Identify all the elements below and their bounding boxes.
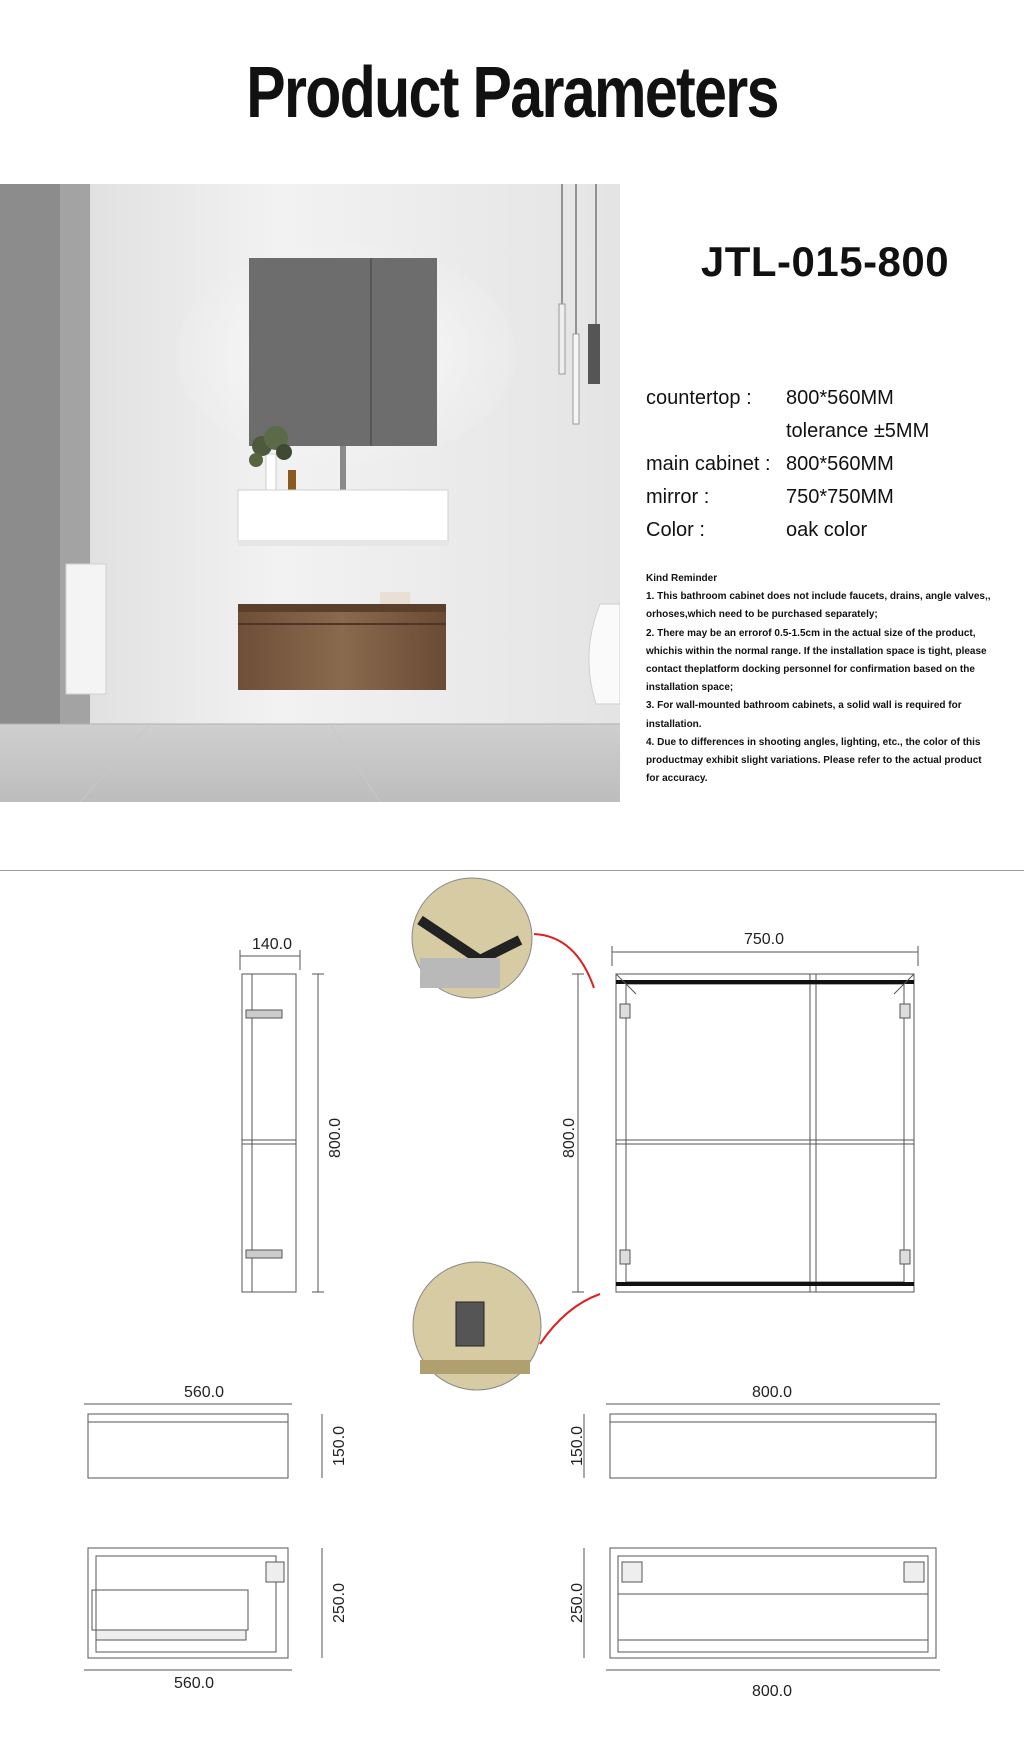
reminder-line: whichis within the normal range. If the installation space is tight, please [646,645,987,657]
detail-bottom [413,1262,541,1390]
reminder-line: installation space; [646,682,734,694]
spec-row [646,415,1006,448]
spec-list [646,382,1006,547]
reminder-line: productmay exhibit slight variations. Please refer to the actual product [646,755,982,767]
dim-mirror-front-width: 750.0 [743,931,785,948]
page-title: Product Parameters [246,53,778,133]
spec-label: Color : [646,519,705,541]
mirror-side-view [240,950,324,1292]
reminder-line: 3. For wall-mounted bathroom cabinets, a solid wall is required for [646,700,962,712]
reminder-line: 2. There may be an errorof 0.5-1.5cm in the actual size of the product, [646,627,976,639]
technical-drawings [0,870,1024,1734]
dim-basin-side-depth: 560.0 [183,1384,225,1401]
reminder-line: 4. Due to differences in shooting angles, lighting, etc., the color of this [646,736,981,748]
product-photo [0,184,620,802]
mirror-front-view [572,946,918,1292]
spec-row [646,481,1006,514]
spec-value: tolerance ±5MM [786,420,930,442]
spec-value: oak color [786,519,868,541]
cabinet-front-view [584,1548,940,1670]
spec-label: main cabinet : [646,453,771,475]
dim-basin-front-height: 150.0 [569,1425,586,1467]
detail-top [412,878,532,998]
dim-basin-side-height: 150.0 [331,1425,348,1467]
dim-cabinet-front-width: 800.0 [751,1683,793,1700]
basin-side-view [84,1404,322,1478]
model-number: JTL-015-800 [700,238,950,285]
dim-mirror-side-height: 800.0 [327,1117,344,1159]
kind-reminder [646,570,1006,788]
reminder-line: installation. [646,718,702,730]
spec-row [646,448,1006,481]
dim-cabinet-side-depth: 560.0 [173,1675,215,1692]
spec-label: mirror : [646,486,710,508]
spec-value: 750*750MM [786,486,894,508]
reminder-line: orhoses,which need to be purchased separately; [646,609,878,621]
reminder-heading: Kind Reminder [646,573,718,584]
spec-value: 800*560MM [786,453,894,475]
spec-row [646,382,1006,415]
dim-mirror-side-depth: 140.0 [251,936,293,953]
spec-row [646,514,1006,547]
cabinet-side-view [84,1548,322,1670]
dim-cabinet-front-height: 250.0 [569,1582,586,1624]
reminder-line: for accuracy. [646,773,708,785]
dim-mirror-front-height: 800.0 [561,1117,578,1159]
reminder-line: contact theplatform docking personnel for confirmation based on the [646,664,975,676]
dim-basin-front-width: 800.0 [751,1384,793,1401]
spec-label: countertop : [646,387,752,409]
dim-cabinet-side-height: 250.0 [331,1582,348,1624]
reminder-line: 1. This bathroom cabinet does not include faucets, drains, angle valves,, [646,591,991,603]
spec-value: 800*560MM [786,387,894,409]
basin-front-view [584,1404,940,1478]
